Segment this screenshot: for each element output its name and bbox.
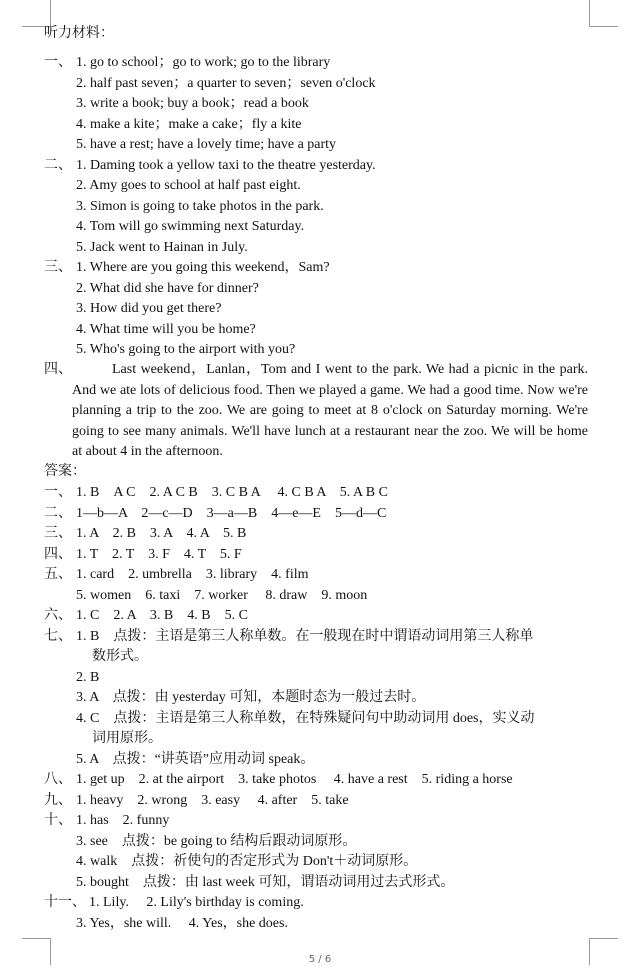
section-3-item-2: 2. What did she have for dinner? [76, 280, 259, 296]
listening-title: 听力材料： [44, 26, 114, 41]
answer-9: 九、 1. heavy 2. wrong 3. easy 4. after 5. take [44, 792, 349, 808]
answer-10-item-5: 5. bought 点拨：由 last week 可知，谓语动词用过去式形式。 [76, 874, 455, 890]
answer-8: 八、 1. get up 2. at the airport 3. take photos 4. have a rest 5. riding a horse [44, 772, 513, 787]
answer-11-line-1: 十一、 1. Lily. 2. Lily's birthday is coming. [44, 895, 304, 910]
answer-5-line-2: 5. women 6. taxi 7. worker 8. draw 9. moon [76, 588, 368, 603]
section-3-item-4: 4. What time will you be home? [76, 321, 256, 337]
answer-7-item-4-cont: 词用原形。 [92, 731, 162, 746]
answer-1: 一、 1. B A C 2. A C B 3. C B A 4. C B A 5. A B C [44, 485, 388, 500]
page-number: 5 / 6 [308, 954, 332, 965]
section-3-item-3: 3. How did you get there? [76, 301, 222, 316]
answer-5-line-1: 五、 1. card 2. umbrella 3. library 4. film [44, 567, 309, 582]
answer-7-item-5: 5. A 点拨：“讲英语”应用动词 speak。 [76, 751, 315, 767]
section-3-item-1: 三、 1. Where are you going this weekend，Sam? [44, 258, 330, 278]
answer-7-item-2: 2. B [76, 669, 100, 685]
section-1-item-1: 一、 1. go to school；go to work; go to the library [44, 53, 330, 73]
answer-6: 六、 1. C 2. A 3. B 4. B 5. C [44, 608, 248, 623]
answer-10-item-1: 十、 1. has 2. funny [44, 813, 170, 828]
answers-title: 答案： [44, 464, 86, 479]
section-4-label: 四、 [44, 362, 72, 377]
answer-7-item-3: 3. A 点拨：由 yesterday 可知，本题时态为一般过去时。 [76, 690, 426, 705]
answer-2: 二、 1—b—A 2—c—D 3—a—B 4—e—E 5—d—C [44, 505, 387, 521]
answer-10-item-4: 4. walk 点拨：祈使句的否定形式为 Don't＋动词原形。 [76, 854, 418, 869]
section-1-item-3: 3. write a book; buy a book；read a book [76, 96, 309, 111]
section-2-item-1: 二、 1. Daming took a yellow taxi to the theatre yesterday. [44, 156, 376, 176]
crop-mark-top-left [22, 0, 51, 27]
answer-7-item-1: 七、 1. B 点拨：主语是第三人称单数。在一般现在时中谓语动词用第三人称单 [44, 628, 534, 644]
answer-7-item-1-cont: 数形式。 [92, 649, 148, 664]
answer-11-line-2: 3. Yes，she will. 4. Yes，she does. [76, 915, 288, 931]
section-2-item-4: 4. Tom will go swimming next Saturday. [76, 219, 305, 234]
section-label: 一、 [44, 55, 72, 70]
answer-10-item-3: 3. see 点拨：be going to 结构后跟动词原形。 [76, 833, 357, 849]
crop-mark-top-right [589, 0, 618, 27]
section-label: 三、 [44, 260, 72, 275]
section-1-item-5: 5. have a rest; have a lovely time; have a party [76, 137, 337, 152]
section-3-item-5: 5. Who's going to the airport with you? [76, 342, 296, 357]
section-2-item-3: 3. Simon is going to take photos in the park. [76, 198, 324, 214]
section-1-item-4: 4. make a kite；make a cake；fly a kite [76, 116, 302, 132]
answer-7-item-4: 4. C 点拨：主语是第三人称单数，在特殊疑问句中助动词用 does，实义动 [76, 710, 535, 726]
answer-3: 三、 1. A 2. B 3. A 4. A 5. B [44, 526, 247, 541]
section-label: 二、 [44, 157, 72, 173]
section-2-item-2: 2. Amy goes to school at half past eight. [76, 178, 301, 193]
section-2-item-5: 5. Jack went to Hainan in July. [76, 239, 248, 255]
section-1-item-2: 2. half past seven；a quarter to seven；seven o'clock [76, 75, 376, 91]
section-4-paragraph: Last weekend，Lanlan，Tom and I went to the park. We had a picnic in the park. And we ate lots of delicious food. Then we played a game. We had a good time. Now we're planning a trip to the zoo. We are going to meet at 8 o'clock on Saturday morning. We're going to see many animals. We'll have lunch at a restaurant near the zoo. We will be home at about 4 in the afternoon. [72, 362, 588, 460]
answer-4: 四、 1. T 2. T 3. F 4. T 5. F [44, 546, 242, 562]
